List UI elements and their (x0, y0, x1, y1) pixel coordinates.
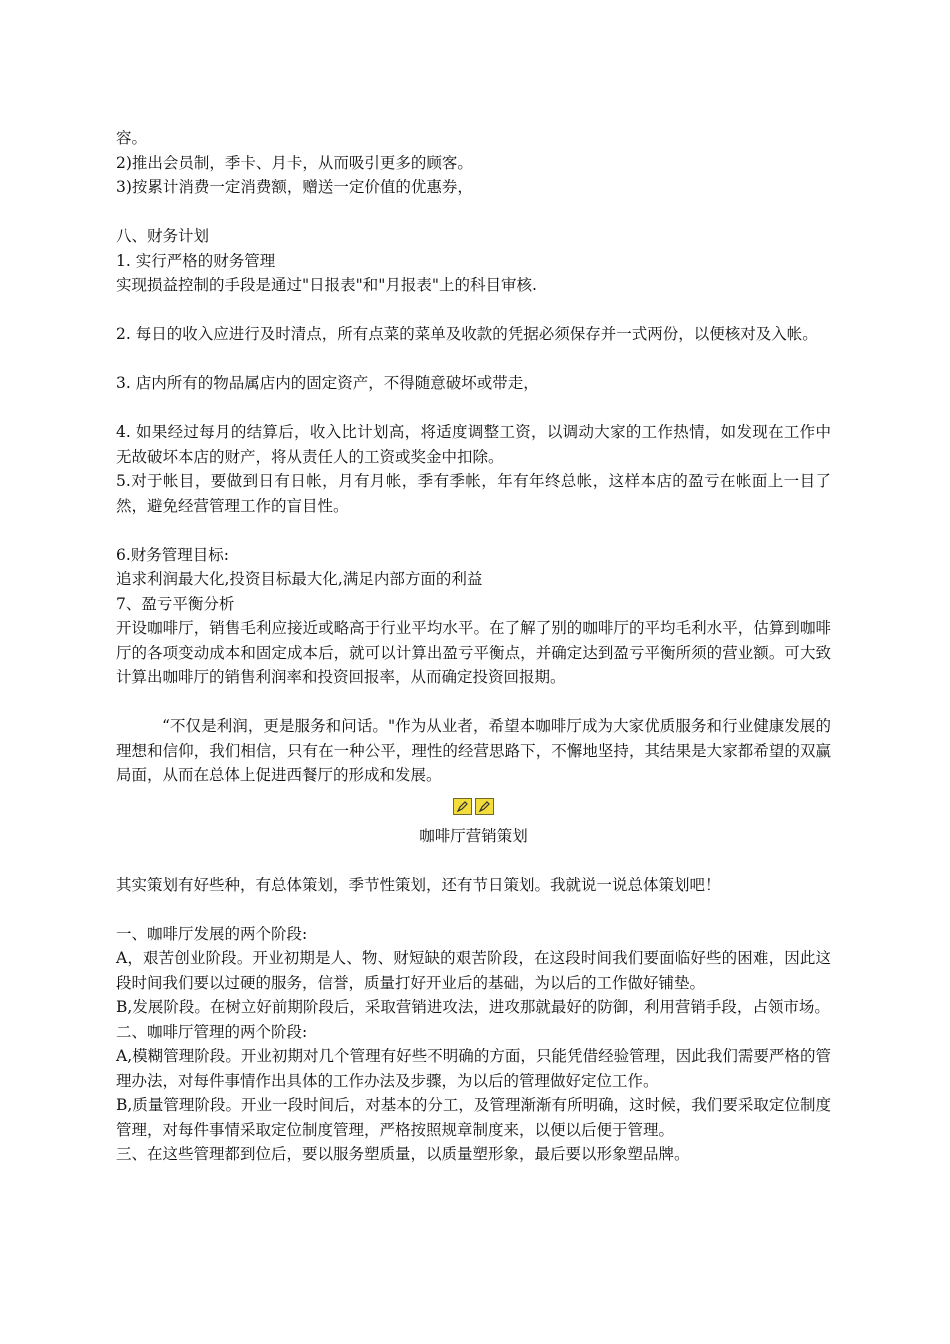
section-heading: 三、在这些管理都到位后，要以服务塑质量，以质量塑形象，最后要以形象塑品牌。 (116, 1145, 690, 1163)
item-title: 6.财务管理目标: (116, 545, 230, 564)
blank-line (116, 518, 831, 543)
item-paragraph: 2. 每日的收入应进行及时清点，所有点菜的菜单及收款的凭据必须保存并一式两份，以便核对及入帐。 (116, 325, 818, 343)
text-line: 2)推出会员制，季卡、月卡，从而吸引更多的顾客。 (116, 153, 473, 172)
intro-text: 其实策划有好些种，有总体策划，季节性策划，还有节日策划。我就说一说总体策划吧！ (116, 875, 721, 894)
blank-line (116, 298, 831, 323)
item-paragraph: A,模糊管理阶段。开业初期对几个管理有好些不明确的方面，只能凭借经验管理，因此我们需要严格的管理办法，对每件事情作出具体的工作办法及步骤，为以后的管理做好定位工作。 (116, 1047, 831, 1090)
text-line: 3)按累计消费一定消费额，赠送一定价值的优惠券， (116, 178, 473, 196)
item-title: 7、盈亏平衡分析 (116, 594, 235, 613)
item-paragraph: B,质量管理阶段。开业一段时间后，对基本的分工，及管理渐渐有所明确，这时候，我们要采取定位制度管理，对每件事情采取定位制度管理，严格按照规章制度来，以便以后便于管理。 (116, 1096, 831, 1139)
blank-line (116, 396, 831, 421)
item-paragraph: 3. 店内所有的物品属店内的固定资产，不得随意破坏或带走， (116, 374, 539, 392)
section-heading: 八、财务计划 (116, 227, 210, 245)
section-heading: 二、咖啡厅管理的两个阶段: (116, 1022, 308, 1041)
blank-line (116, 897, 831, 922)
pen-icon (453, 798, 472, 815)
text-line: 容。 (116, 129, 148, 147)
section-heading: 一、咖啡厅发展的两个阶段: (116, 924, 308, 943)
blank-line (116, 848, 831, 873)
item-paragraph: A，艰苦创业阶段。开业初期是人、物、财短缺的艰苦阶段，在这段时间我们要面临好些的困难，因此这段时间我们要以过硬的服务，信誉，质量打好开业后的基础，为以后的工作做好铺垫。 (116, 949, 831, 992)
item-title: 1. 实行严格的财务管理 (116, 251, 276, 270)
item-text: 实现损益控制的手段是通过"日报表"和"月报表"上的科目审核. (116, 276, 537, 294)
section-title: 咖啡厅营销策划 (419, 826, 528, 845)
item-paragraph: B,发展阶段。在树立好前期阶段后，采取营销进攻法，进攻那就最好的防御，利用营销手段，占领市场。 (116, 998, 830, 1016)
item-paragraph: 5.对于帐目，要做到日有日帐，月有月帐，季有季帐，年有年终总帐，这样本店的盈亏在帐面上一目了然，避免经营管理工作的盲目性。 (116, 472, 831, 515)
pen-icon (475, 798, 494, 815)
document-body (116, 126, 831, 1167)
blank-line (116, 347, 831, 372)
closing-paragraph: “不仅是利润，更是服务和问话。"作为从业者，希望本咖啡厅成为大家优质服务和行业健康发展的理想和信仰，我们相信，只有在一种公平，理性的经营思路下，不懈地坚持，其结果是大家都希望的双赢局面，从而在总体上促进西餐厅的形成和发展。 (116, 717, 831, 784)
blank-line (116, 690, 831, 715)
item-paragraph: 4. 如果经过每月的结算后，收入比计划高，将适度调整工资，以调动大家的工作热情，如发现在工作中无故破坏本店的财产，将从责任人的工资或奖金中扣除。 (116, 423, 831, 466)
blank-line (116, 200, 831, 225)
item-paragraph: 开设咖啡厅，销售毛利应接近或略高于行业平均水平。在了解了别的咖啡厅的平均毛利水平，估算到咖啡厅的各项变动成本和固定成本后，就可以计算出盈亏平衡点，并确定达到盈亏平衡所须的营业额。可大致计算出咖啡厅的销售利润率和投资回报率，从而确定投资回报期。 (116, 619, 831, 686)
ornament (116, 798, 831, 818)
item-text: 追求利润最大化,投资目标最大化,满足内部方面的利益 (116, 570, 483, 588)
